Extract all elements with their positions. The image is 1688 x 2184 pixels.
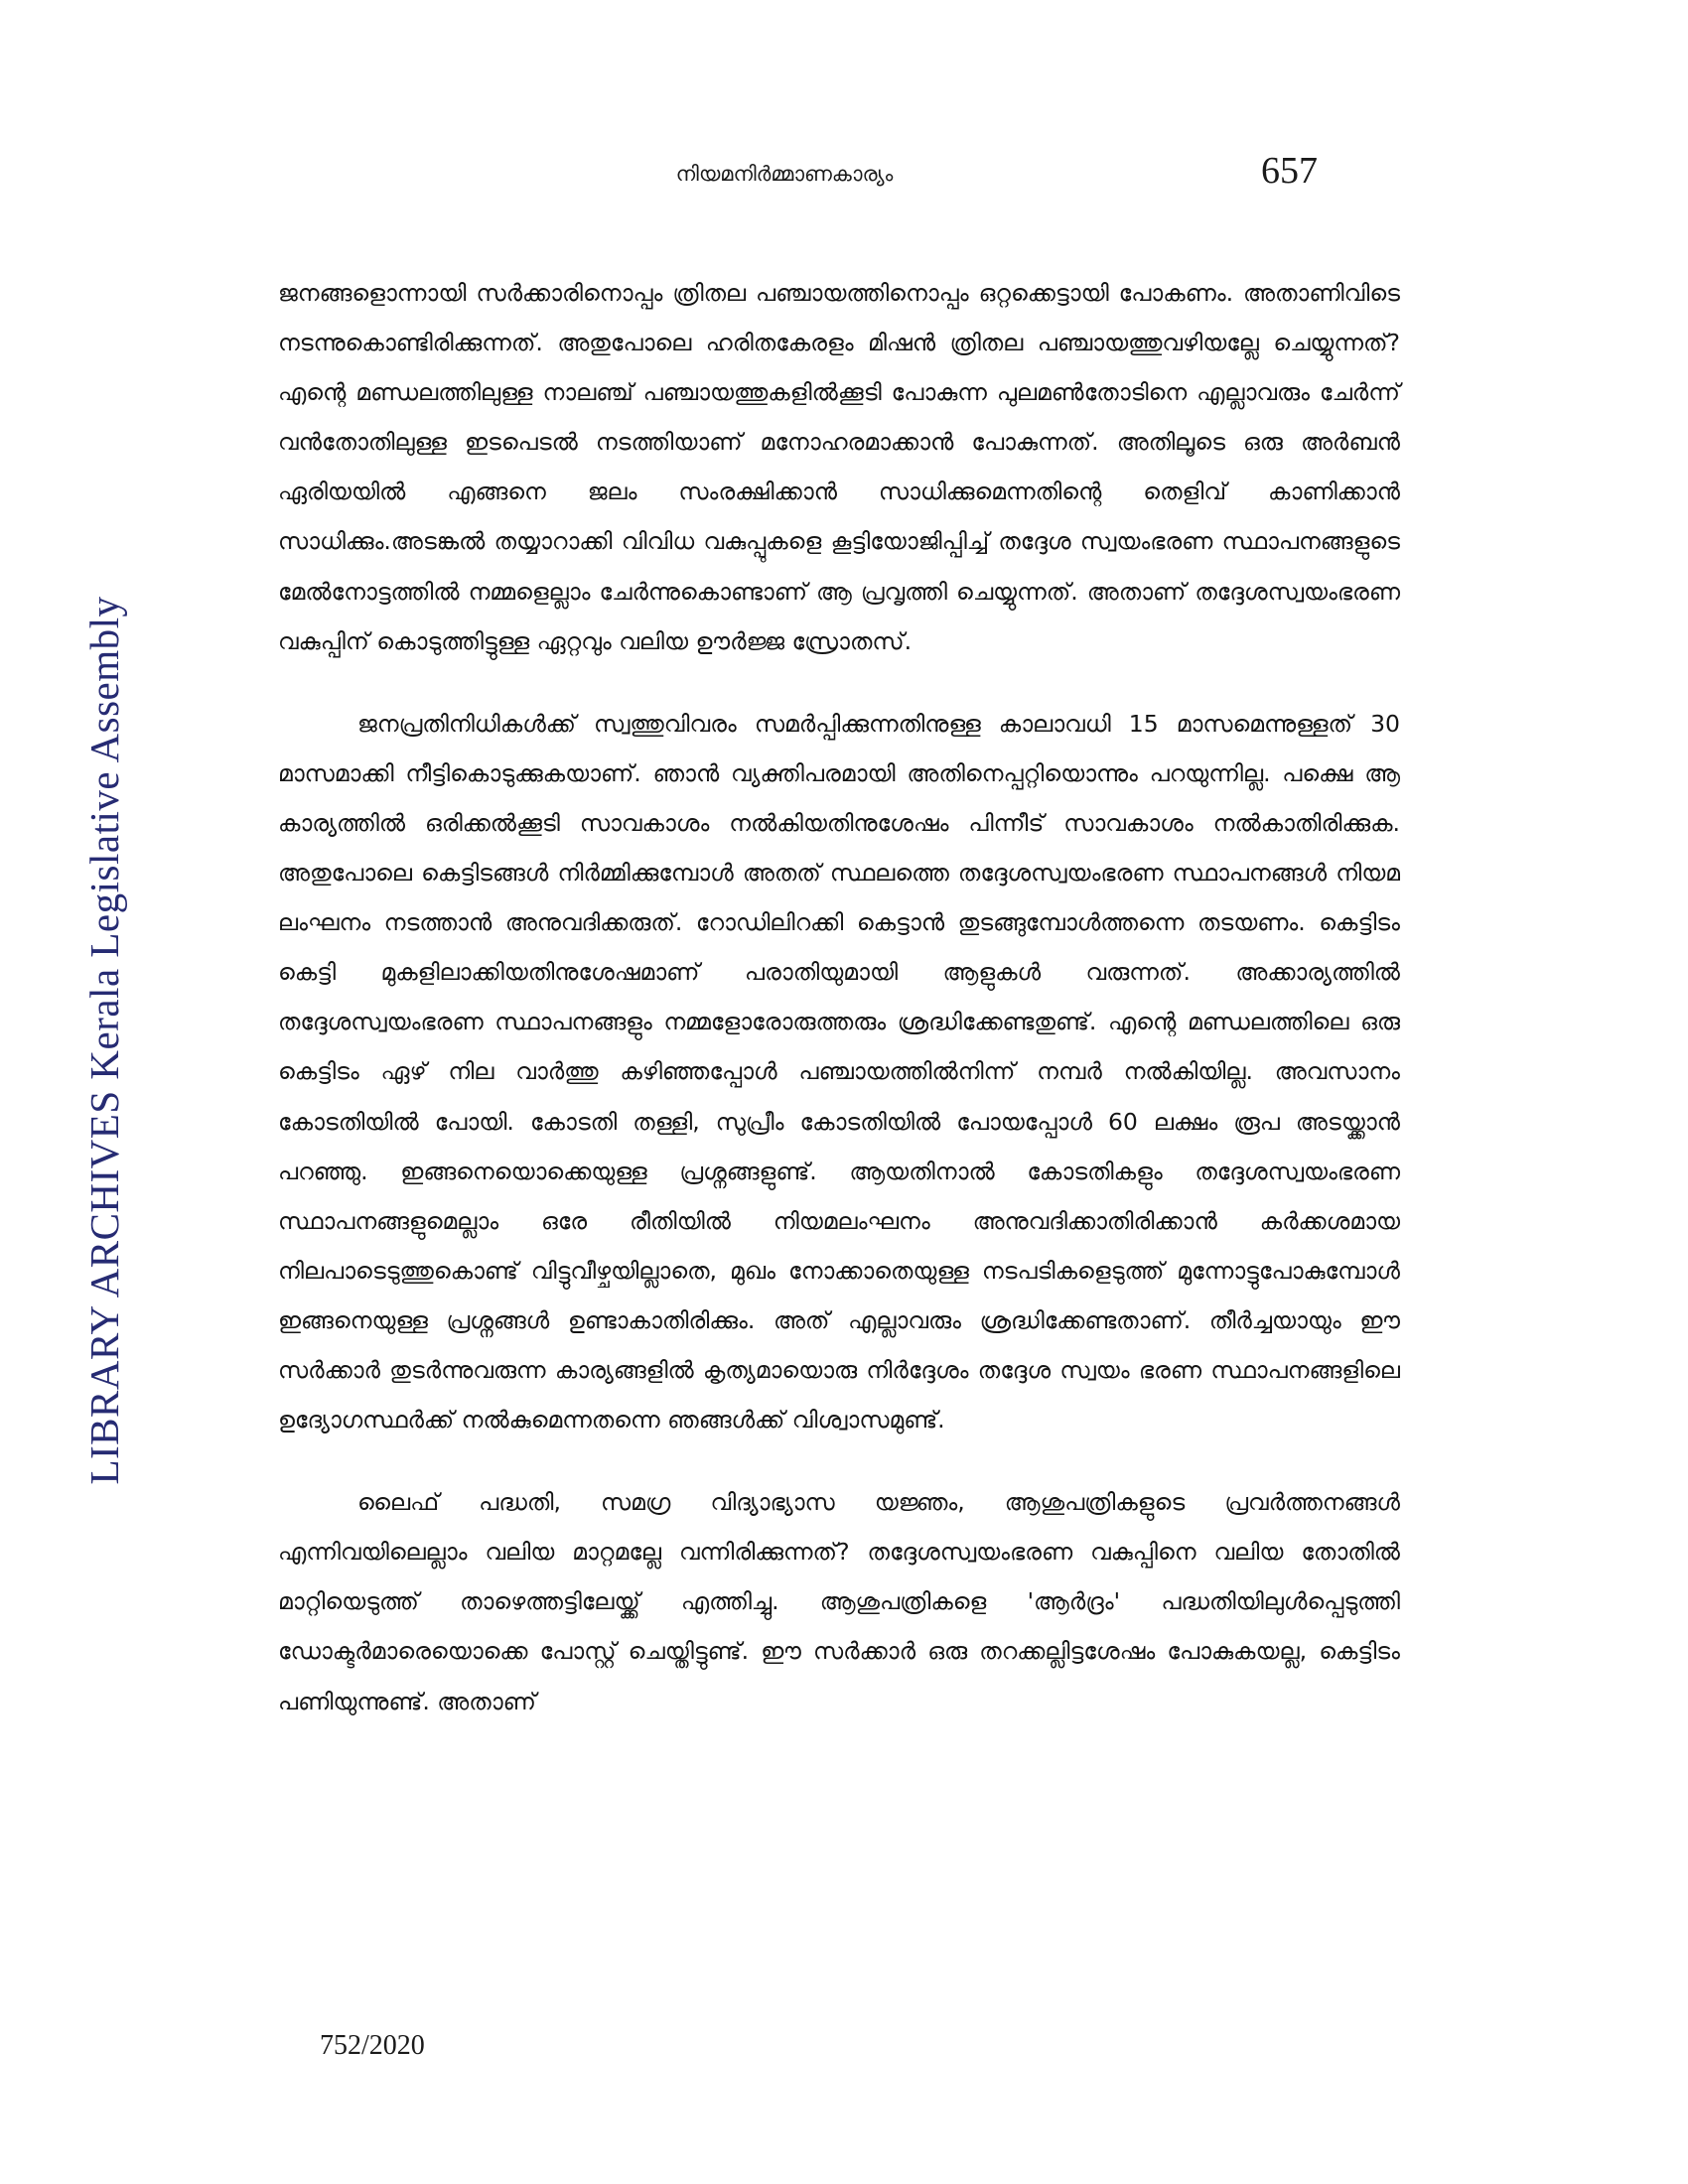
watermark-text: LIBRARY ARCHIVES Kerala Legislative Assembly [81,596,127,1485]
body-text [278,268,1400,1759]
paragraph-1: ജനങ്ങളൊന്നായി സർക്കാരിനൊപ്പം ത്രിതല പഞ്ചായത്തിനൊപ്പം ഒറ്റക്കെട്ടായി പോകണം. അതാണിവിടെ നടന്നുകൊണ്ടിരിക്കുന്നത്. അതുപോലെ ഹരിതകേരളം മിഷൻ ത്രിതല പഞ്ചായത്തുവഴിയല്ലേ ചെയ്യുന്നത്? എന്റെ മണ്ഡലത്തിലുള്ള നാലഞ്ച് പഞ്ചായത്തുകളിൽക്കൂടി പോകുന്ന പുലമൺതോടിനെ എല്ലാവരും ചേർന്ന് വൻതോതിലുള്ള ഇടപെടൽ നടത്തിയാണ് മനോഹരമാക്കാൻ പോകുന്നത്. അതിലൂടെ ഒരു അർബൻ ഏരിയയിൽ എങ്ങനെ ജലം സംരക്ഷിക്കാൻ സാധിക്കുമെന്നതിന്റെ തെളിവ് കാണിക്കാൻ സാധിക്കും.അടങ്കൽ തയ്യാറാക്കി വിവിധ വകുപ്പുകളെ കൂട്ടിയോജിപ്പിച്ച് തദ്ദേശ സ്വയംഭരണ സ്ഥാപനങ്ങളുടെ മേൽനോട്ടത്തിൽ നമ്മളെല്ലാം ചേർന്നുകൊണ്ടാണ് ആ പ്രവൃത്തി ചെയ്യുന്നത്. അതാണ് തദ്ദേശസ്വയംഭരണ വകുപ്പിന് കൊടുത്തിട്ടുള്ള ഏറ്റവും വലിയ ഊർജ്ജ സ്രോതസ്. [278,279,1400,655]
page-number: 657 [1261,150,1318,192]
document-code: 752/2020 [320,2030,425,2061]
paragraph-2: ജനപ്രതിനിധികൾക്ക് സ്വത്തുവിവരം സമർപ്പിക്കുന്നതിനുള്ള കാലാവധി 15 മാസമെന്നുള്ളത് 30 മാസമാക്കി നീട്ടികൊടുക്കുകയാണ്. ഞാൻ വ്യക്തിപരമായി അതിനെപ്പറ്റിയൊന്നും പറയുന്നില്ല. പക്ഷെ ആ കാര്യത്തിൽ ഒരിക്കൽക്കൂടി സാവകാശം നൽകിയതിനുശേഷം പിന്നീട് സാവകാശം നൽകാതിരിക്കുക. അതുപോലെ കെട്ടിടങ്ങൾ നിർമ്മിക്കുമ്പോൾ അതത് സ്ഥലത്തെ തദ്ദേശസ്വയംഭരണ സ്ഥാപനങ്ങൾ നിയമ ലംഘനം നടത്താൻ അനുവദിക്കരുത്. റോഡിലിറക്കി കെട്ടാൻ തുടങ്ങുമ്പോൾത്തന്നെ തടയണം. കെട്ടിടം കെട്ടി മുകളിലാക്കിയതിനുശേഷമാണ് പരാതിയുമായി ആളുകൾ വരുന്നത്. അക്കാര്യത്തിൽ തദ്ദേശസ്വയംഭരണ സ്ഥാപനങ്ങളും നമ്മളോരോരുത്തരും ശ്രദ്ധിക്കേണ്ടതുണ്ട്. എന്റെ മണ്ഡലത്തിലെ ഒരു കെട്ടിടം ഏഴ് നില വാർത്തു കഴിഞ്ഞപ്പോൾ പഞ്ചായത്തിൽനിന്ന് നമ്പർ നൽകിയില്ല. അവസാനം കോടതിയിൽ പോയി. കോടതി തള്ളി, സുപ്രീം കോടതിയിൽ പോയപ്പോൾ 60 ലക്ഷം രൂപ അടയ്ക്കാൻ പറഞ്ഞു. ഇങ്ങനെയൊക്കെയുള്ള പ്രശ്നങ്ങളുണ്ട്. ആയതിനാൽ കോടതികളും തദ്ദേശസ്വയംഭരണ സ്ഥാപനങ്ങളുമെല്ലാം ഒരേ രീതിയിൽ നിയമലംഘനം അനുവദിക്കാതിരിക്കാൻ കർക്കശമായ നിലപാടെടുത്തുകൊണ്ട് വിട്ടുവീഴ്ചയില്ലാതെ, മുഖം നോക്കാതെയുള്ള നടപടികളെടുത്ത് മുന്നോട്ടുപോകുമ്പോൾ ഇങ്ങനെയുള്ള പ്രശ്നങ്ങൾ ഉണ്ടാകാതിരിക്കും. അത് എല്ലാവരും ശ്രദ്ധിക്കേണ്ടതാണ്. തീർച്ചയായും ഈ സർക്കാർ തുടർന്നുവരുന്ന കാര്യങ്ങളിൽ കൃത്യമായൊരു നിർദ്ദേശം തദ്ദേശ സ്വയം ഭരണ സ്ഥാപനങ്ങളിലെ ഉദ്യോഗസ്ഥർക്ക് നൽകുമെന്നതന്നെ ഞങ്ങൾക്ക് വിശ്വാസമുണ്ട്. [278,709,1400,1434]
paragraph-3: ലൈഫ് പദ്ധതി, സമഗ്ര വിദ്യാഭ്യാസ യജ്ഞം, ആശുപത്രികളുടെ പ്രവർത്തനങ്ങൾ എന്നിവയിലെല്ലാം വലിയ മാറ്റമല്ലേ വന്നിരിക്കുന്നത്? തദ്ദേശസ്വയംഭരണ വകുപ്പിനെ വലിയ തോതിൽ മാറ്റിയെടുത്ത് താഴെത്തട്ടിലേയ്ക്ക് എത്തിച്ചു. ആശുപത്രികളെ 'ആർദ്രം' പദ്ധതിയിലുൾപ്പെടുത്തി ഡോക്ടർമാരെയൊക്കെ പോസ്റ്റ് ചെയ്തിട്ടുണ്ട്. ഈ സർക്കാർ ഒരു തറക്കല്ലിട്ടശേഷം പോകുകയല്ല, കെട്ടിടം പണിയുന്നുണ്ട്. അതാണ് [278,1488,1400,1715]
running-header-title: നിയമനിർമ്മാണകാര്യം [675,162,894,186]
